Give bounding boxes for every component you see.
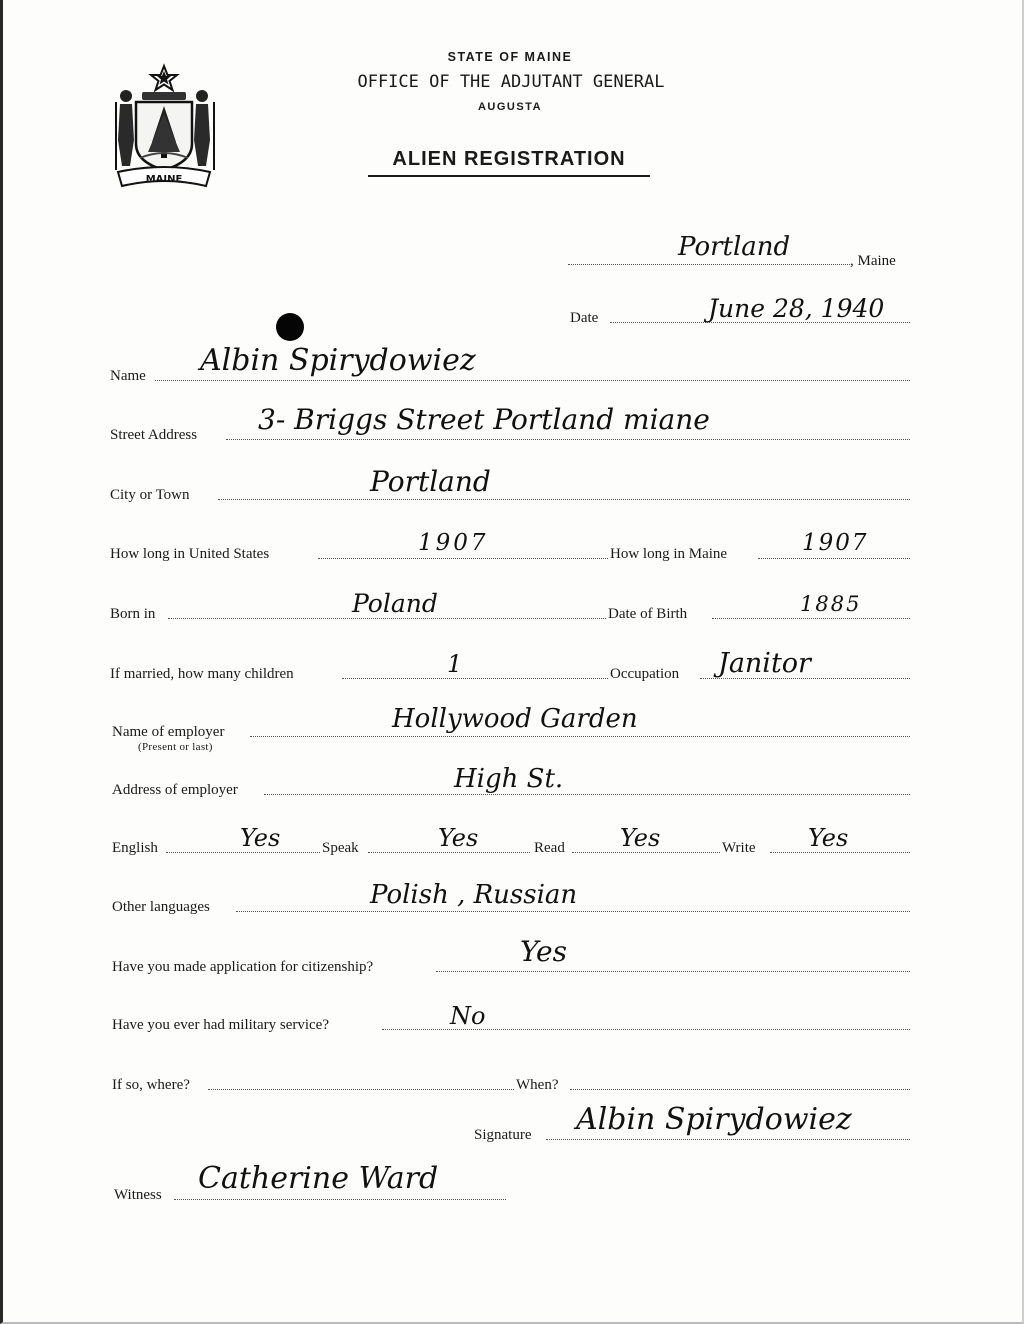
street-value[interactable]: 3- Briggs Street Portland miane	[258, 403, 710, 436]
english-value[interactable]: Yes	[240, 824, 281, 852]
employer-line	[250, 736, 910, 737]
office-heading: OFFICE OF THE ADJUTANT GENERAL	[357, 72, 665, 92]
read-value[interactable]: Yes	[620, 824, 661, 852]
children-label: If married, how many children	[110, 666, 294, 682]
name-label: Name	[110, 368, 146, 384]
citizenship-label: Have you made application for citizenship?	[112, 959, 374, 975]
signature-label: Signature	[474, 1127, 532, 1143]
write-line	[770, 852, 910, 853]
city-line	[218, 499, 910, 500]
military-value[interactable]: No	[450, 1002, 486, 1030]
years-maine-value[interactable]: 1907	[802, 530, 869, 556]
place-line	[568, 264, 850, 265]
maine-suffix-label: , Maine	[850, 253, 896, 269]
born-in-value[interactable]: Poland	[352, 589, 438, 618]
occupation-value[interactable]: Janitor	[718, 648, 811, 679]
city-label: City or Town	[110, 487, 190, 503]
speak-label: Speak	[322, 840, 359, 856]
years-us-value[interactable]: 1907	[418, 530, 489, 556]
read-line	[572, 852, 720, 853]
other-languages-label: Other languages	[112, 899, 210, 915]
children-line	[342, 678, 608, 679]
speak-value[interactable]: Yes	[438, 824, 479, 852]
place-value[interactable]: Portland	[678, 232, 791, 262]
english-label: English	[112, 840, 158, 856]
name-value[interactable]: Albin Spirydowiez	[200, 343, 476, 378]
birth-date-value[interactable]: 1885	[800, 592, 862, 616]
born-in-label: Born in	[110, 606, 156, 622]
witness-line	[174, 1199, 506, 1200]
seal-banner-text: MAINE	[145, 174, 183, 185]
witness-value[interactable]: Catherine Ward	[198, 1161, 439, 1196]
born-in-line	[168, 618, 606, 619]
other-languages-line	[236, 911, 910, 912]
employer-label: Name of employer	[112, 724, 225, 740]
where-label: If so, where?	[112, 1077, 190, 1093]
citizenship-line	[436, 971, 910, 972]
state-heading: STATE OF MAINE	[447, 50, 573, 64]
years-us-line	[318, 558, 608, 559]
when-line	[570, 1089, 910, 1090]
military-label: Have you ever had military service?	[112, 1017, 329, 1033]
english-line	[166, 852, 320, 853]
punch-hole	[276, 313, 304, 341]
where-line	[208, 1089, 514, 1090]
signature-value[interactable]: Albin Spirydowiez	[576, 1102, 852, 1137]
occupation-label: Occupation	[610, 666, 680, 682]
city-value[interactable]: Portland	[370, 465, 491, 498]
form-title: ALIEN REGISTRATION	[368, 148, 650, 177]
birth-date-line	[712, 618, 910, 619]
read-label: Read	[534, 840, 565, 856]
street-line	[226, 439, 910, 440]
employer-address-label: Address of employer	[112, 782, 238, 798]
employer-sublabel: (Present or last)	[138, 741, 213, 753]
years-us-label: How long in United States	[110, 546, 270, 562]
employer-address-line	[264, 794, 910, 795]
city-heading: AUGUSTA	[477, 101, 543, 113]
date-value[interactable]: June 28, 1940	[708, 294, 885, 323]
employer-value[interactable]: Hollywood Garden	[392, 704, 638, 734]
employer-address-value[interactable]: High St.	[454, 764, 564, 794]
signature-line	[546, 1139, 910, 1140]
children-value[interactable]: 1	[447, 650, 463, 678]
date-label: Date	[570, 310, 599, 326]
name-line	[155, 380, 910, 381]
birth-date-label: Date of Birth	[608, 606, 688, 622]
years-maine-label: How long in Maine	[610, 546, 728, 562]
other-languages-value[interactable]: Polish , Russian	[370, 880, 578, 910]
citizenship-value[interactable]: Yes	[520, 935, 567, 968]
years-maine-line	[758, 558, 910, 559]
when-label: When?	[516, 1077, 559, 1093]
street-label: Street Address	[110, 427, 198, 443]
witness-label: Witness	[114, 1187, 162, 1203]
write-value[interactable]: Yes	[808, 824, 849, 852]
write-label: Write	[722, 840, 756, 856]
speak-line	[368, 852, 530, 853]
